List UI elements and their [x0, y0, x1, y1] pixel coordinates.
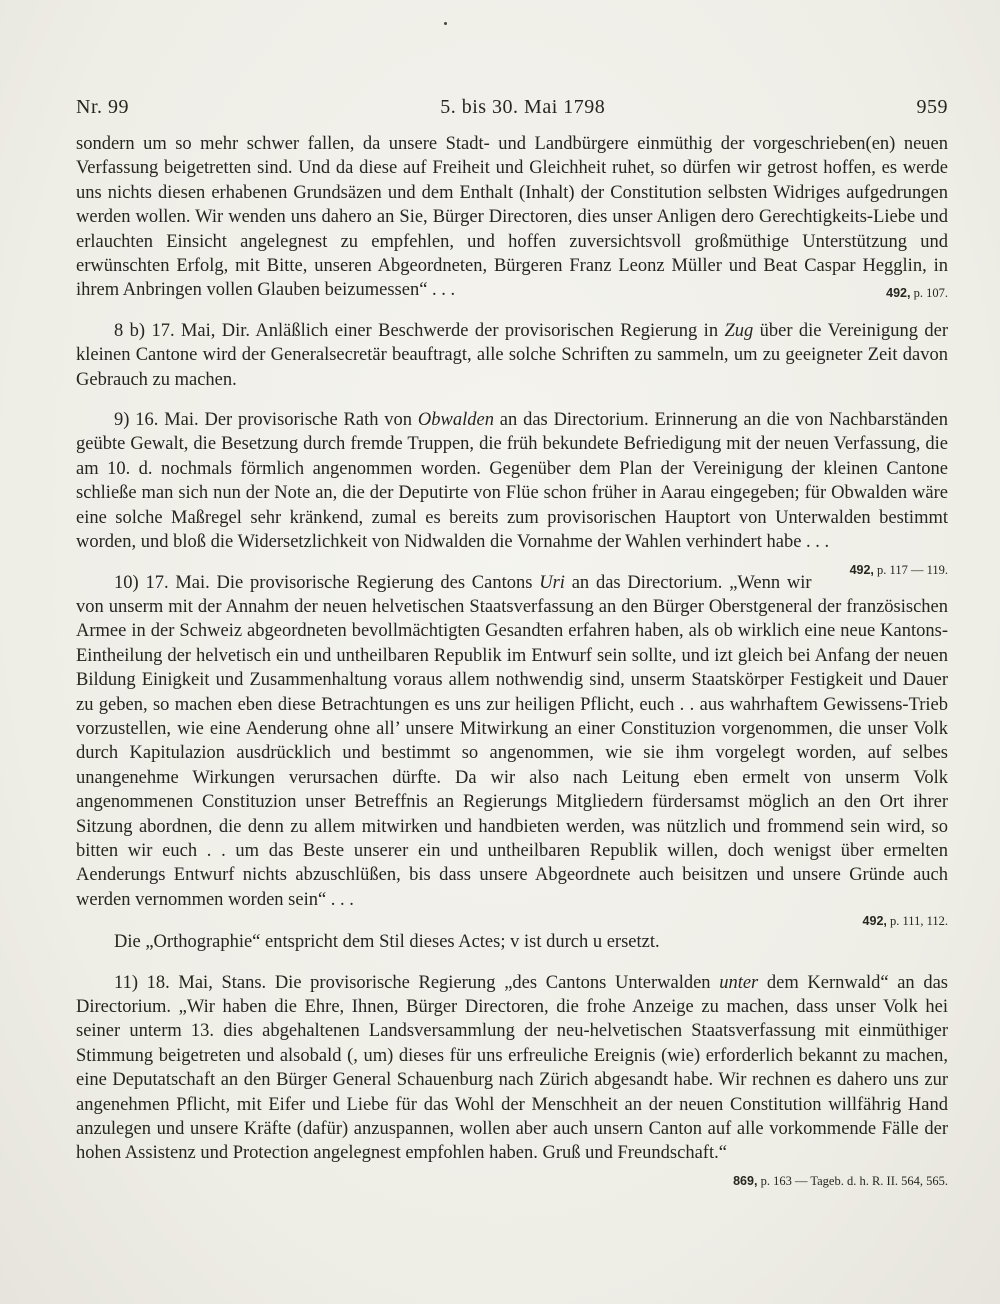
- entry-9: [76, 408, 948, 577]
- paragraph-text: sondern um so mehr schwer fallen, da unsere Stadt- und Landbürgere einmüthig der vorgeschrieben(en) neuen Verfassung beigetretten sind. Und da diese auf Freiheit und Gleichheit ruhet, so dürfen wir getrost hoffen, es werde uns nichts diesen erhabenen Grundsäzen und dem Enthalt (Inhalt) der Constitution selbsten Widriges aufgedrungen werden wollen. Wir wenden uns dahero an Sie, Bürger Directoren, dies unser Anligen dero Gerechtigkeits-Liebe und erlauchten Einsicht angelegnest zu empfehlen, und hoffen zuversichtsvoll großmüthige Unterstützung und erwünschten Erfolg, mit Bitte, unseren Abgeordneten, Bürgeren Franz Leonz Müller und Beat Caspar Hegglin, in ihrem Anbringen vollen Glauben beizumessen“ . . .: [76, 134, 948, 301]
- page-body: [76, 132, 948, 1193]
- editor-note: Die „Orthographie“ entspricht dem Stil dieses Actes; v ist durch u ersetzt.: [114, 932, 660, 953]
- source-reference: [812, 558, 948, 582]
- ink-speck: [444, 22, 447, 25]
- source-reference: [695, 1169, 948, 1193]
- reference-page: p. 117 — 119.: [873, 562, 948, 577]
- entry-8b: [76, 319, 948, 392]
- entry-italic: Zug: [724, 320, 754, 341]
- reference-page: p. 107.: [910, 286, 948, 301]
- document-number: Nr. 99: [76, 96, 129, 118]
- entry-italic: Uri: [539, 572, 565, 593]
- entry-text-cont: an das Directorium. Erinnerung an die von Nachbarständen geübte Gewalt, die Besetzung durch fremde Truppen, die früh bekundete Befriedigung mit der neuen Verfassung, die am 10. d. nochmals förmlich angenommen worden. Gegenüber dem Plan der Vereinigung der kleinen Cantone schließe man sich nun der Note an, die der Deputirte von Flüe schon früher in Aarau eingegeben; für Obwalden wäre eine solche Maßregel sehr kränkend, zumal es bereits zum provisorischen Hauptort von Unterwalden bestimmt worden, und bloß die Widersetzlichkeit von Nidwalden die Vornahme der Wahlen verhindert habe . . .: [76, 410, 948, 553]
- reference-number: 492,: [862, 914, 887, 929]
- date-range: 5. bis 30. Mai 1798: [440, 96, 606, 118]
- entry-text-cont: an das Directorium. „Wenn wir von unserm mit der Annahm der neuen helvetischen Staatsverfassung an den Bürger Oberstgeneral der französischen Armee in der Schweiz abgeordneten bevollmächtigten Gesandten erfahren haben, als ob wirklich eine neue Kantons-Eintheilung der helvetisch ein und untheilbaren Republik im Entwurf sein sollte, und izt gleich bei Anfang der neuen Bildung Einigkeit und Zusammenhaltung voraus allem nothwendig sind, unserm Staatskörper Festigkeit und Dauer zu geben, so machen eben diese Betrachtungen es uns zur heiligen Pflicht, euch . . aus wahrhaftem Gewissens-Trieb vorzustellen, wie eine Aenderung ohne all’ unsere Mitwirkung an einer Constituzion vorgenommen, die unser Volk durch Kapitulazion ausdrücklich und bestimmt so angenommen, wie sie ihm vorgelegt worden, auf selbes unangenehme Wirkungen verursachen dürfte. Da wir also nach Leitung eben ermelt von unserm Volk angenommenen Constituzion unser Betreffnis an Regierungs Mitgliedern fürdersamst möglich an den Ort ihrer Sitzung abordnen, die denn zu allem mitwirken und handbieten werden, was nützlich und frommend sein wird, so bitten wir euch . . um das Beste unserer ein und untheilbaren Republik willen, doch wenigst über ermelten Aenderungs Entwurf nichts abzuschlüßen, bis dass unsere Abgeordnete auch beisitzen und unsere Gründe auch werden vernommen worden sein“ . . .: [76, 572, 948, 910]
- reference-page: p. 163 — Tageb. d. h. R. II. 564, 565.: [757, 1173, 948, 1188]
- continued-paragraph: [76, 132, 948, 303]
- entry-text: 11) 18. Mai, Stans. Die provisorische Regierung „des Cantons Unterwalden: [114, 972, 720, 993]
- entry-text: 10) 17. Mai. Die provisorische Regierung des Cantons: [114, 572, 540, 593]
- reference-number: 492,: [886, 286, 911, 301]
- source-reference: [76, 912, 948, 930]
- entry-11: [76, 971, 948, 1188]
- entry-10: [76, 571, 948, 913]
- entry-text-cont: über die Vereinigung der kleinen Cantone wird der Generalsecretär beauftragt, alle solche Schriften zu sammeln, um zu geeigneter Zeit davon Gebrauch zu machen.: [76, 320, 949, 390]
- page-number: 959: [916, 96, 948, 118]
- entry-italic: unter: [719, 972, 759, 993]
- reference-number: 869,: [733, 1173, 758, 1188]
- reference-page: p. 111, 112.: [886, 914, 948, 929]
- entry-text: 8 b) 17. Mai, Dir. Anläßlich einer Beschwerde der provisorischen Regierung in: [114, 320, 725, 341]
- reference-number: 492,: [849, 562, 874, 577]
- entry-text: 9) 16. Mai. Der provisorische Rath von: [114, 410, 418, 431]
- entry-text-cont: dem Kernwald“ an das Directorium. „Wir haben die Ehre, Ihnen, Bürger Directoren, die frohe Anzeige zu machen, dass unser Volk hei seiner unterm 13. dies abgehaltenen Landsversammlung der neu-helvetischen Staatsverfassung mit einmüthiger Stimmung beigetreten und alsobald (, um) dieses für uns erfreuliche Ereignis (wie) erforderlich bekannt zu machen, eine Deputatschaft an den Bürger General Schauenburg nach Zürich abgesandt habe. Wir rechnen es dahero uns zur angenehmen Pflicht, mit Eifer und Liebe für das Wohl der Menschheit an der neuen Constitution willfährig Hand anzulegen und unsere Kräfte (dafür) anzuspannen, wollen aber auch unsern Canton auf alle vorkommende Fälle der hohen Assistenz und Protection angelegnest empfohlen haben. Gruß und Freundschaft.“: [76, 972, 948, 1164]
- running-head: [76, 96, 948, 120]
- source-reference: [886, 281, 948, 305]
- entry-italic: Obwalden: [417, 410, 494, 431]
